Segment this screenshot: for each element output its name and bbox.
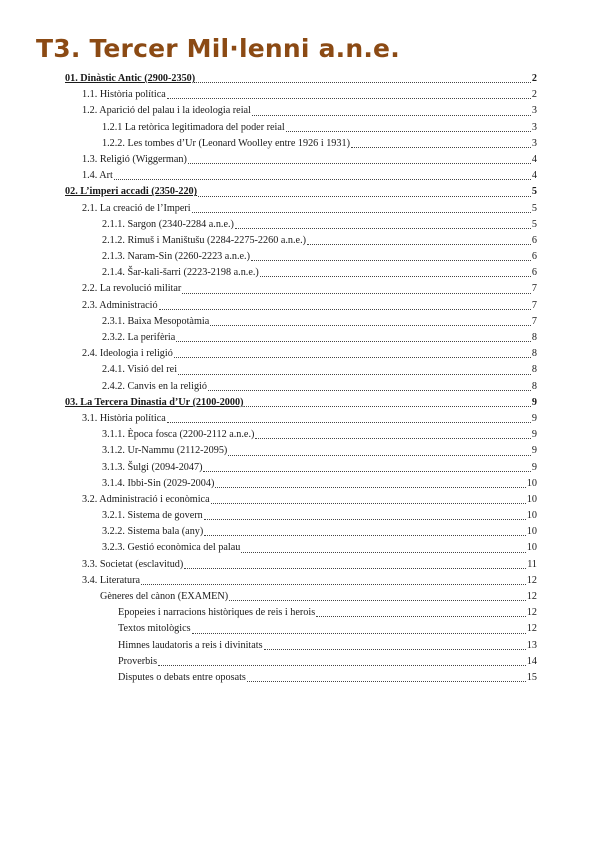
toc-entry[interactable] (102, 379, 537, 395)
toc-entry-label: 1.2.2. Les tombes d’Ur (Leonard Woolley entre 1926 i 1931) (102, 137, 350, 149)
toc-entry[interactable] (102, 443, 537, 459)
toc-dot-leader (351, 147, 531, 148)
table-of-contents (0, 71, 600, 686)
document-title: T3. Tercer Mil·lenni a.n.e. (36, 34, 400, 63)
toc-page-number: 7 (531, 283, 537, 295)
toc-dot-leader (307, 244, 531, 245)
toc-chapter-entry[interactable] (65, 395, 537, 411)
toc-entry[interactable] (118, 654, 537, 670)
toc-dot-leader (203, 471, 530, 472)
toc-page-number: 10 (526, 493, 537, 505)
toc-dot-leader (286, 131, 531, 132)
toc-entry[interactable] (82, 201, 537, 217)
toc-page-number: 9 (531, 461, 537, 473)
toc-entry-label: 1.3. Religió (Wiggerman) (82, 153, 187, 165)
toc-page-number: 9 (531, 445, 537, 457)
toc-entry[interactable] (102, 476, 537, 492)
toc-entry[interactable] (82, 573, 537, 589)
toc-dot-leader (196, 82, 531, 83)
toc-entry[interactable] (102, 427, 537, 443)
toc-entry-label: 3.3. Societat (esclavitud) (82, 558, 184, 570)
toc-dot-leader (141, 584, 526, 585)
toc-page-number: 9 (531, 412, 537, 424)
toc-entry-label: 01. Dinàstic Antic (2900-2350) (65, 73, 196, 84)
toc-page-number: 4 (531, 153, 537, 165)
toc-dot-leader (182, 293, 531, 294)
toc-page-number: 10 (526, 526, 537, 538)
toc-dot-leader (215, 487, 525, 488)
toc-entry-label: 3.2. Administració i econòmica (82, 493, 210, 505)
toc-dot-leader (235, 228, 531, 229)
toc-page-number: 8 (531, 332, 537, 343)
toc-entry-label: 1.2.1 La retòrica legitimadora del poder reial (102, 121, 285, 133)
toc-entry[interactable] (82, 281, 537, 297)
toc-page-number: 2 (531, 73, 537, 84)
toc-dot-leader (210, 325, 531, 326)
toc-dot-leader (167, 422, 531, 423)
toc-entry[interactable] (118, 670, 537, 686)
toc-chapter-entry[interactable] (65, 184, 537, 200)
toc-entry-label: 2.4.2. Canvis en la religió (102, 380, 207, 392)
toc-entry[interactable] (102, 136, 537, 152)
toc-entry[interactable] (82, 298, 537, 314)
toc-entry-label: 2.4.1. Visió del rei (102, 364, 178, 376)
toc-entry[interactable] (102, 233, 537, 249)
toc-page-number: 13 (526, 639, 537, 651)
toc-page-number: 6 (531, 267, 537, 279)
toc-page-number: 14 (526, 655, 537, 667)
toc-entry-label: 1.4. Art (82, 170, 113, 182)
toc-page-number: 10 (526, 542, 537, 554)
toc-page-number: 11 (527, 558, 537, 570)
toc-entry[interactable] (102, 508, 537, 524)
toc-entry-label: 3.1.4. Ibbi-Sin (2029-2004) (102, 477, 215, 489)
toc-dot-leader (228, 455, 531, 456)
toc-page-number: 5 (531, 202, 537, 214)
toc-entry-label: 3.4. Literatura (82, 574, 140, 586)
toc-dot-leader (178, 374, 531, 375)
toc-page-number: 8 (531, 380, 537, 392)
toc-dot-leader (114, 179, 531, 180)
toc-entry[interactable] (82, 346, 537, 362)
toc-entry-label: 03. La Tercera Dinastia d’Ur (2100-2000) (65, 396, 244, 408)
toc-dot-leader (241, 552, 525, 553)
toc-entry[interactable] (102, 460, 537, 476)
toc-page-number: 10 (526, 510, 537, 522)
toc-dot-leader (174, 357, 531, 358)
toc-dot-leader (251, 260, 531, 261)
toc-page-number: 12 (526, 591, 537, 602)
toc-page-number: 6 (531, 251, 537, 263)
toc-dot-leader (176, 341, 531, 342)
toc-page-number: 10 (526, 477, 537, 489)
toc-page-number: 12 (526, 623, 537, 635)
toc-entry[interactable] (102, 120, 537, 136)
toc-entry-label: 02. L’imperi accadi (2350-220) (65, 186, 198, 198)
toc-entry[interactable] (82, 103, 537, 119)
toc-page-number: 6 (531, 234, 537, 246)
toc-dot-leader (211, 503, 526, 504)
toc-entry[interactable] (102, 217, 537, 233)
toc-entry-label: 2.3. Administració (82, 299, 158, 311)
toc-entry-label: Proverbis (118, 655, 158, 667)
toc-entry[interactable] (82, 557, 537, 573)
toc-entry-label: 2.1.2. Rimuš i Maništušu (2284-2275-2260 a.n.e.) (102, 234, 307, 246)
toc-entry-label: 2.4. Ideologia i religió (82, 348, 173, 360)
toc-page-number: 8 (531, 348, 537, 360)
toc-dot-leader (167, 98, 531, 99)
toc-page-number: 2 (531, 89, 537, 101)
toc-page-number: 12 (526, 574, 537, 586)
toc-page-number: 5 (531, 218, 537, 230)
toc-entry[interactable] (100, 589, 537, 605)
toc-entry-label: 2.1.3. Naram-Sin (2260-2223 a.n.e.) (102, 251, 250, 263)
toc-page-number: 5 (531, 186, 537, 198)
toc-page-number: 4 (531, 170, 537, 182)
toc-dot-leader (192, 212, 531, 213)
toc-dot-leader (252, 115, 531, 116)
toc-chapter-entry[interactable] (65, 71, 537, 87)
toc-entry-label: Textos mitològics (118, 623, 191, 635)
toc-entry-label: 3.1.2. Ur-Nammu (2112-2095) (102, 445, 228, 457)
toc-entry-label: 2.1. La creació de l’Imperi (82, 202, 191, 214)
toc-page-number: 7 (531, 299, 537, 311)
toc-dot-leader (158, 665, 526, 666)
toc-entry[interactable] (102, 524, 537, 540)
toc-dot-leader (188, 163, 531, 164)
toc-dot-leader (260, 276, 531, 277)
toc-entry[interactable] (82, 492, 537, 508)
toc-entry[interactable] (118, 638, 537, 654)
toc-page-number: 3 (531, 105, 537, 117)
toc-entry[interactable] (82, 87, 537, 103)
toc-entry-label: 1.2. Aparició del palau i la ideologia reial (82, 105, 251, 117)
toc-dot-leader (255, 438, 531, 439)
toc-entry-label: 3.2.3. Gestió econòmica del palau (102, 542, 241, 554)
toc-entry-label: Himnes laudatoris a reis i divinitats (118, 639, 263, 651)
toc-page-number: 3 (531, 137, 537, 149)
toc-dot-leader (208, 390, 531, 391)
toc-entry[interactable] (102, 249, 537, 265)
toc-entry[interactable] (102, 265, 537, 281)
toc-page-number: 9 (531, 429, 537, 441)
toc-entry[interactable] (102, 330, 537, 346)
toc-entry[interactable] (118, 621, 537, 637)
toc-entry-label: Disputes o debats entre oposats (118, 671, 246, 683)
toc-entry-label: 2.2. La revolució militar (82, 283, 182, 295)
toc-dot-leader (316, 616, 526, 617)
toc-entry-label: 2.3.1. Baixa Mesopotàmia (102, 315, 210, 327)
toc-dot-leader (198, 196, 531, 197)
toc-entry-label: 3.2.2. Sistema bala (any) (102, 526, 204, 538)
toc-entry-label: 3.1.1. Època fosca (2200-2112 a.n.e.) (102, 429, 255, 441)
toc-entry[interactable] (82, 168, 537, 184)
toc-entry-label: 2.1.4. Šar-kali-šarri (2223-2198 a.n.e.) (102, 267, 259, 279)
toc-page-number: 7 (531, 315, 537, 327)
toc-dot-leader (184, 568, 526, 569)
toc-dot-leader (264, 649, 526, 650)
toc-dot-leader (229, 600, 526, 601)
toc-entry-label: 3.1.3. Šulgi (2094-2047) (102, 461, 203, 473)
toc-page-number: 15 (526, 671, 537, 683)
toc-page-number: 12 (526, 607, 537, 619)
toc-entry-label: 1.1. Història política (82, 89, 166, 101)
toc-dot-leader (159, 309, 531, 310)
toc-entry-label: Epopeies i narracions històriques de reis i herois (118, 607, 316, 619)
toc-dot-leader (192, 633, 526, 634)
toc-entry-label: Gèneres del cànon (EXAMEN) (100, 591, 229, 602)
toc-entry[interactable] (118, 605, 537, 621)
toc-entry[interactable] (82, 411, 537, 427)
toc-entry-label: 2.1.1. Sargon (2340-2284 a.n.e.) (102, 218, 234, 230)
toc-entry[interactable] (102, 314, 537, 330)
toc-page-number: 8 (531, 364, 537, 376)
toc-entry[interactable] (102, 362, 537, 378)
toc-dot-leader (247, 681, 526, 682)
toc-page-number: 9 (531, 396, 537, 408)
toc-entry-label: 3.2.1. Sistema de govern (102, 510, 203, 522)
toc-dot-leader (244, 406, 530, 407)
toc-entry-label: 2.3.2. La perifèria (102, 332, 176, 343)
toc-entry[interactable] (102, 540, 537, 556)
toc-dot-leader (204, 535, 526, 536)
toc-page-number: 3 (531, 121, 537, 133)
toc-entry[interactable] (82, 152, 537, 168)
toc-dot-leader (204, 519, 526, 520)
toc-entry-label: 3.1. Història política (82, 412, 166, 424)
